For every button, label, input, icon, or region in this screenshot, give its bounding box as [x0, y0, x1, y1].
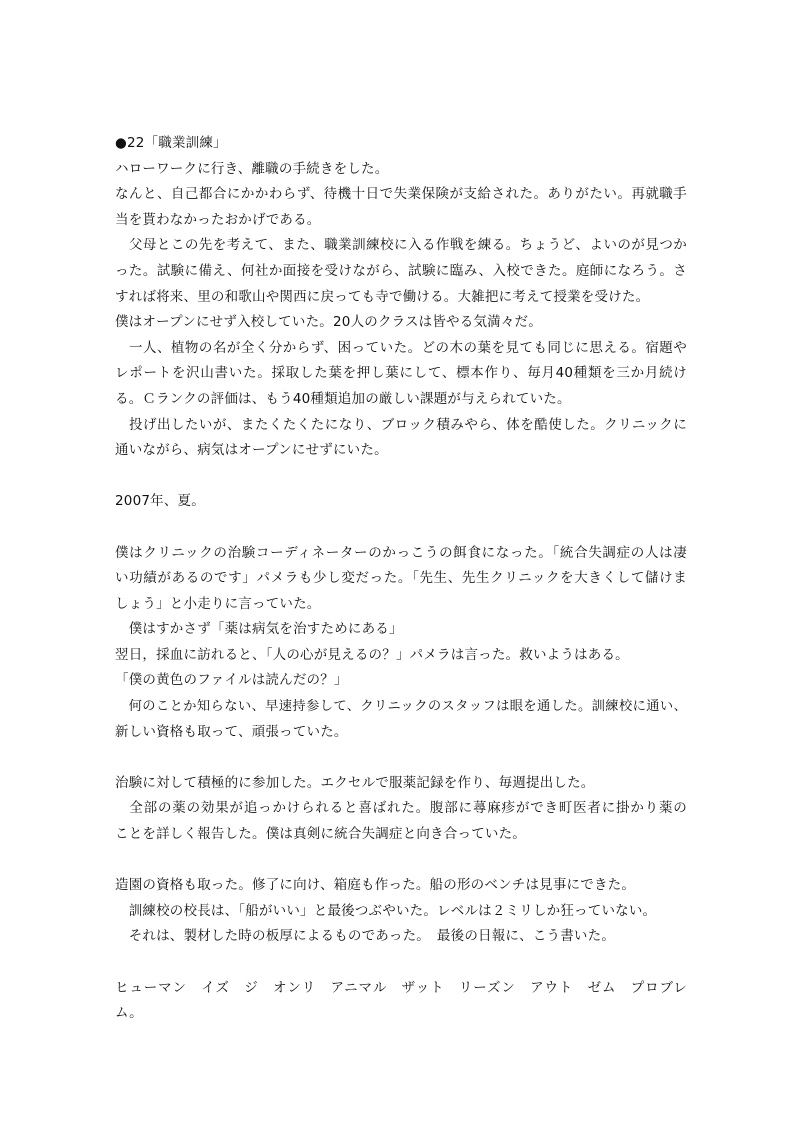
blank-line [115, 515, 687, 541]
text-line: った。試験に備え、何社か面接を受けながら、試験に臨み、入校できた。庭師になろう。さ [115, 262, 687, 279]
text-line: 通いながら、病気はオープンにせずにいた。 [115, 442, 388, 459]
text-line: 訓練校の校長は、「船がいい」と最後つぶやいた。レベルは２ミリしか狂っていない。 [115, 902, 657, 919]
blank-line [115, 848, 687, 874]
text-line: それは、製材した時の板厚によるものであった。 最後の日報に、こう書いた。 [115, 928, 616, 945]
text-line: 一人、植物の名が全く分からず、困っていた。どの木の葉を見ても同じに思える。宿題や [115, 339, 687, 356]
text-line: い功績があるのです」パメラも少し変だった。「先生、先生クリニックを大きくして儲けま [115, 570, 687, 587]
text-line: すれば将来、里の和歌山や関西に戻っても寺で働ける。大雑把に考えて授業を受けた。 [115, 288, 650, 305]
text-line: 何のことか知らない、早速持参して、クリニックのスタッフは眼を通した。訓練校に通い、 [115, 699, 687, 715]
text-line: 翌日，採血に訪れると、「人の心が見えるの？」パメラは言った。救いようはある。 [115, 646, 629, 663]
text-line: ハローワークに行き、離職の手続きをした。 [115, 160, 389, 177]
text-line: 当を貰わなかったおかげである。 [115, 211, 321, 228]
section-heading: ●22「職業訓練」 [115, 135, 227, 151]
text-line: 「僕の黄色のファイルは読んだの？」 [115, 672, 348, 689]
text-line: 治験に対して積極的に参加した。エクセルで服薬記録を作り、毎週提出した。 [115, 774, 595, 791]
blank-line [115, 745, 687, 771]
text-line: 全部の薬の効果が追っかけられると喜ばれた。腹部に蕁麻疹ができ町医者に掛かり薬の [115, 800, 687, 817]
text-line: 造園の資格も取った。修了に向け、箱庭も作った。船の形のベンチは見事にできた。 [115, 877, 636, 894]
blank-line [115, 464, 687, 490]
text-line: なんと、自己都合にかかわらず、待機十日で失業保険が支給された。ありがたい。再就職手 [115, 186, 687, 203]
text-line: 僕はオープンにせず入校していた。20人のクラスは皆やる気満々だ。 [115, 314, 542, 331]
text-line: ム。 [115, 1005, 143, 1022]
text-line: 父母とこの先を考えて、また、職業訓練校に入る作戦を練る。ちょうど、よいのが見つか [115, 237, 687, 254]
text-line: ヒューマン イズ ジ オンリ アニマル ザット リーズン アウト ゼム プロブレ [115, 979, 687, 996]
text-line: しょう」と小走りに言っていた。 [115, 595, 321, 612]
text-line: 2007年、夏。 [115, 493, 205, 510]
blank-line [115, 950, 687, 976]
text-line: 新しい資格も取って、頑張っていた。 [115, 723, 348, 740]
text-line: レポートを沢山書いた。採取した葉を押し葉にして、標本作り、毎月40種類を三か月続け [115, 365, 687, 382]
text-line: ことを詳しく報告した。僕は真剣に統合失調症と向き合っていた。 [115, 826, 526, 843]
text-line: 投げ出したいが、またくたくたになり、ブロック積みやら、体を酷使した。クリニックに [115, 416, 687, 433]
text-line: る。Ｃランクの評価は、もう40種類追加の厳しい課題が与えられていた。 [115, 390, 571, 407]
text-line: 僕はすかさず「薬は病気を治すためにある」 [115, 621, 403, 638]
text-line: 僕はクリニックの治験コーディネーターのかっこうの餌食になった。「統合失調症の人は凄 [115, 544, 687, 561]
document-body [115, 131, 687, 1027]
